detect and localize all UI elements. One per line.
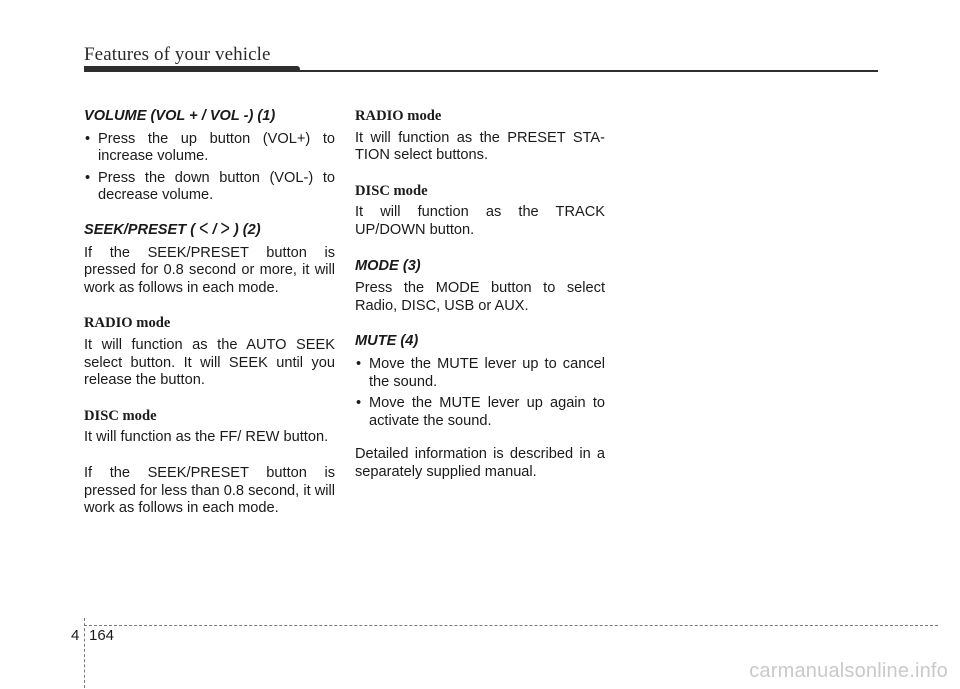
list-item: • Press the up button (VOL+) to increase volume.: [85, 130, 335, 165]
disc-mode-paragraph: It will function as the TRACK UP/DOWN button.: [355, 204, 605, 238]
mode-heading: MODE (3): [355, 257, 421, 274]
list-item: • Move the MUTE lever up again to activate the sound.: [356, 395, 605, 429]
chevron-left-icon: <: [199, 217, 209, 242]
header-rule: [84, 70, 878, 72]
seek-preset-heading: SEEK/PRESET ( < / > ) (2): [84, 217, 261, 242]
mute-heading: MUTE (4): [355, 333, 419, 350]
footer-divider: [84, 618, 85, 688]
seek-paragraph: If the SEEK/PRESET button is pressed for 0.8 second or more, it will work as follows in each mode.: [84, 244, 335, 296]
watermark: carmanualsonline.info: [749, 660, 948, 682]
radio-mode-heading: RADIO mode: [84, 315, 171, 332]
disc-mode-heading: DISC mode: [84, 407, 157, 424]
radio-mode-heading: RADIO mode: [355, 108, 442, 124]
volume-list: [84, 131, 335, 205]
page-number: 164: [89, 627, 115, 644]
footer-rule: [84, 625, 938, 626]
seek-paragraph-2: If the SEEK/PRESET button is pressed for less than 0.8 second, it will work as follows in each mode.: [84, 464, 335, 517]
list-item: • Press the down button (VOL-) to decrease volume.: [85, 169, 335, 204]
list-item: • Move the MUTE lever up to cancel the sound.: [356, 355, 605, 390]
chapter-number: 4: [71, 627, 80, 644]
detail-paragraph: Detailed information is described in a separately supplied manual.: [355, 446, 605, 480]
mute-list: [355, 356, 605, 430]
right-column: [355, 108, 605, 482]
disc-mode-paragraph: It will function as the FF/ REW button.: [84, 429, 329, 446]
radio-mode-paragraph: It will function as the PRESET STA-TION select buttons.: [355, 129, 605, 164]
mode-paragraph: Press the MODE button to select Radio, DISC, USB or AUX.: [355, 280, 605, 314]
left-column: [84, 108, 335, 518]
radio-mode-paragraph: It will function as the AUTO SEEK select button. It will SEEK until you release the button.: [84, 336, 335, 389]
chevron-right-icon: >: [220, 217, 230, 242]
disc-mode-heading: DISC mode: [355, 182, 428, 199]
header-title: Features of your vehicle: [84, 44, 271, 65]
volume-heading: VOLUME (VOL + / VOL -) (1): [84, 108, 276, 124]
